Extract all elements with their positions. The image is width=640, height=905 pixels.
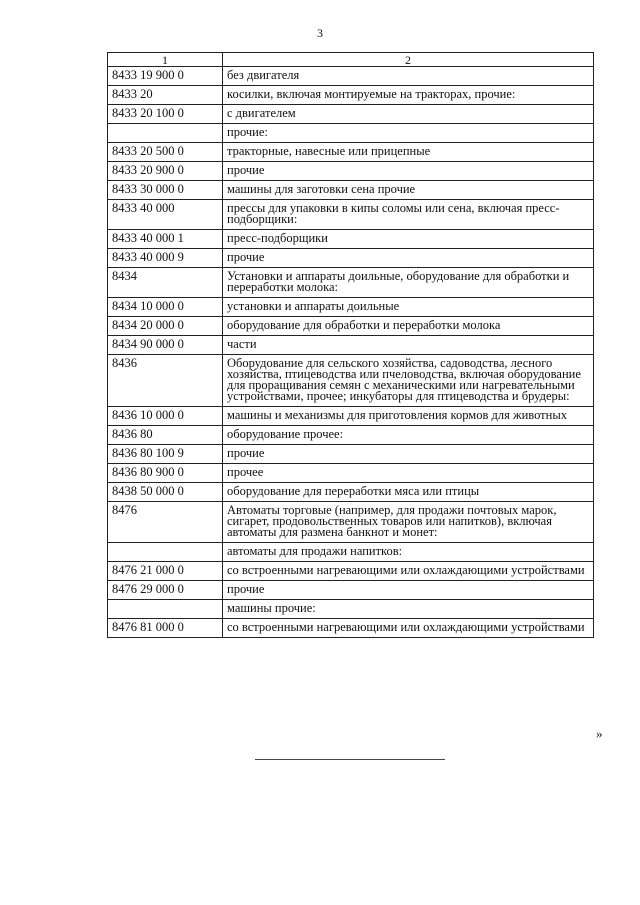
description-cell: тракторные, навесные или прицепные (223, 143, 594, 162)
table-row (108, 143, 594, 162)
description-cell: прессы для упаковки в кипы соломы или сена, включая пресс-подборщики: (223, 200, 594, 230)
table-row (108, 162, 594, 181)
table-row (108, 407, 594, 426)
classification-table (107, 52, 594, 638)
description-cell: оборудование для переработки мяса или птицы (223, 483, 594, 502)
description-cell: прочее (223, 464, 594, 483)
code-cell: 8436 10 000 0 (108, 407, 223, 426)
table-body (108, 67, 594, 638)
code-cell: 8433 20 100 0 (108, 105, 223, 124)
table-row (108, 336, 594, 355)
table-row (108, 445, 594, 464)
description-cell: прочие (223, 581, 594, 600)
description-cell: пресс-подборщики (223, 230, 594, 249)
code-cell (108, 600, 223, 619)
code-cell (108, 543, 223, 562)
code-cell: 8433 40 000 (108, 200, 223, 230)
code-cell: 8476 29 000 0 (108, 581, 223, 600)
code-cell: 8433 20 (108, 86, 223, 105)
code-cell: 8436 80 100 9 (108, 445, 223, 464)
closing-quote: » (596, 726, 603, 741)
table-row (108, 200, 594, 230)
code-cell: 8476 (108, 502, 223, 543)
code-cell: 8436 80 900 0 (108, 464, 223, 483)
code-cell (108, 124, 223, 143)
description-cell: прочие (223, 445, 594, 464)
table-row (108, 230, 594, 249)
code-cell: 8476 21 000 0 (108, 562, 223, 581)
code-cell: 8438 50 000 0 (108, 483, 223, 502)
code-cell: 8436 (108, 355, 223, 407)
description-cell: Установки и аппараты доильные, оборудование для обработки и переработки молока: (223, 268, 594, 298)
description-cell: со встроенными нагревающими или охлаждающими устройствами (223, 562, 594, 581)
table-row (108, 181, 594, 200)
code-cell: 8434 10 000 0 (108, 298, 223, 317)
end-divider (255, 759, 445, 760)
code-cell: 8433 20 900 0 (108, 162, 223, 181)
description-cell: с двигателем (223, 105, 594, 124)
table-row (108, 483, 594, 502)
table-row (108, 581, 594, 600)
code-cell: 8434 (108, 268, 223, 298)
page-number: 3 (317, 26, 323, 40)
description-cell: прочие: (223, 124, 594, 143)
code-cell: 8434 20 000 0 (108, 317, 223, 336)
description-cell: машины и механизмы для приготовления кормов для животных (223, 407, 594, 426)
description-cell: Оборудование для сельского хозяйства, садоводства, лесного хозяйства, птицеводства или пчеловодства, включая оборудование для проращивания семян с механическими или нагревательными устройствами, прочее; инкубаторы для птицеводства и брудеры: (223, 355, 594, 407)
description-cell: машины прочие: (223, 600, 594, 619)
description-cell: машины для заготовки сена прочие (223, 181, 594, 200)
table-row (108, 105, 594, 124)
code-cell: 8434 90 000 0 (108, 336, 223, 355)
table-row (108, 619, 594, 638)
code-cell: 8433 30 000 0 (108, 181, 223, 200)
table-row (108, 355, 594, 407)
description-cell: оборудование прочее: (223, 426, 594, 445)
table-row (108, 124, 594, 143)
code-cell: 8476 81 000 0 (108, 619, 223, 638)
description-cell: Автоматы торговые (например, для продажи почтовых марок, сигарет, продовольственных товаров или напитков), включая автоматы для размена банкнот и монет: (223, 502, 594, 543)
table-row (108, 543, 594, 562)
table-row (108, 86, 594, 105)
table-row (108, 67, 594, 86)
table-row (108, 426, 594, 445)
table-header-row (108, 53, 594, 67)
description-cell: прочие (223, 162, 594, 181)
column-header-description: 2 (223, 53, 594, 67)
description-cell: части (223, 336, 594, 355)
table-row (108, 600, 594, 619)
column-header-code: 1 (108, 53, 223, 67)
description-cell: оборудование для обработки и переработки молока (223, 317, 594, 336)
table-row (108, 464, 594, 483)
table-row (108, 249, 594, 268)
description-cell: установки и аппараты доильные (223, 298, 594, 317)
code-cell: 8436 80 (108, 426, 223, 445)
description-cell: прочие (223, 249, 594, 268)
code-cell: 8433 20 500 0 (108, 143, 223, 162)
table-row (108, 562, 594, 581)
table-row (108, 317, 594, 336)
table-row (108, 298, 594, 317)
table-row (108, 502, 594, 543)
table-row (108, 268, 594, 298)
code-cell: 8433 40 000 1 (108, 230, 223, 249)
code-cell: 8433 40 000 9 (108, 249, 223, 268)
description-cell: косилки, включая монтируемые на тракторах, прочие: (223, 86, 594, 105)
code-cell: 8433 19 900 0 (108, 67, 223, 86)
description-cell: без двигателя (223, 67, 594, 86)
description-cell: автоматы для продажи напитков: (223, 543, 594, 562)
description-cell: со встроенными нагревающими или охлаждающими устройствами (223, 619, 594, 638)
